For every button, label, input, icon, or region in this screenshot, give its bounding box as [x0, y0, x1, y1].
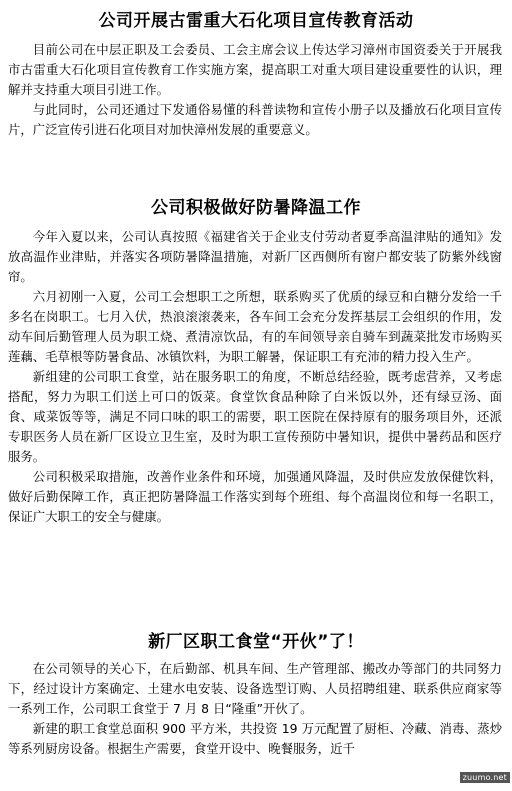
article-paragraph: 新组建的公司职工食堂，站在服务职工的角度，不断总结经验，既考虑营养，又考虑搭配，努力为职工们送上可口的饭菜。食堂饮食品种除了白米饭以外，还有绿豆汤、面食、咸菜饭等等，满足不同口味的职工的需要，职工医院在保持原有的服务项目外，还派专职医务人员在新厂区设立卫生室，及时为职工宣传预防中暑知识，提供中暑药品和医疗服务。: [8, 369, 502, 464]
article-paragraph: 目前公司在中层正职及工会委员、工会主席会议上传达学习漳州市国资委关于开展我市古雷重大石化项目宣传教育工作实施方案，提高职工对重大项目建设重要性的认识，理解并支持重大项目引进工作。: [8, 42, 502, 97]
article-paragraph: 在公司领导的关心下，在后勤部、机具车间、生产管理部、搬改办等部门的共同努力下，经过设计方案确定、土建水电安装、设备选型订购、人员招聘组建、联系供应商家等一系列工作，公司职工食堂于 7 月 8 日“隆重”开伙了。: [8, 661, 502, 716]
article-title: 新厂区职工食堂“开伙”了！: [148, 632, 364, 652]
article-heatstroke-prevention: [0, 197, 512, 527]
watermark-label: zuumo.net: [460, 772, 510, 783]
article-paragraph: 六月初刚一入夏，公司工会想职工之所想，联系购买了优质的绿豆和白糖分发给一千多名在岗职工。七月入伏，热浪滚滚袭来，各车间工会充分发挥基层工会组织的作用，发动车间后勤管理人员为职工烧、煮清凉饮品，有的车间领导亲自骑车到蔬菜批发市场购买莲藕、毛草根等防暑食品、冰镇饮料，为职工解暑，保证职工有充沛的精力投入生产。: [8, 289, 502, 364]
article-title: 公司开展古雷重大石化项目宣传教育活动: [98, 11, 414, 31]
article-paragraph: 公司积极采取措施，改善作业条件和环境，加强通风降温，及时供应发放保健饮料，做好后勤保障工作，真正把防暑降温工作落实到每个班组、每个高温岗位和每一名职工，保证广大职工的安全与健康。: [8, 469, 502, 524]
article-title: 公司积极做好防暑降温工作: [151, 198, 361, 218]
article-paragraph: 今年入夏以来，公司认真按照《福建省关于企业支付劳动者夏季高温津贴的通知》发放高温作业津贴，并落实各项防暑降温措施，对新厂区西侧所有窗户都安装了防紫外线窗帘。: [8, 229, 502, 284]
article-paragraph: 与此同时，公司还通过下发通俗易懂的科普读物和宣传小册子以及播放石化项目宣传片，广泛宣传引进石化项目对加快漳州发展的重要意义。: [8, 102, 502, 137]
article-publicity-campaign: [0, 10, 512, 140]
article-paragraph: 新建的职工食堂总面积 900 平方米，共投资 19 万元配置了厨柜、冷藏、消毒、蒸炒等系列厨房设备。根据生产需要，食堂开设中、晚餐服务，近千: [8, 721, 502, 756]
article-staff-canteen: [0, 631, 512, 759]
